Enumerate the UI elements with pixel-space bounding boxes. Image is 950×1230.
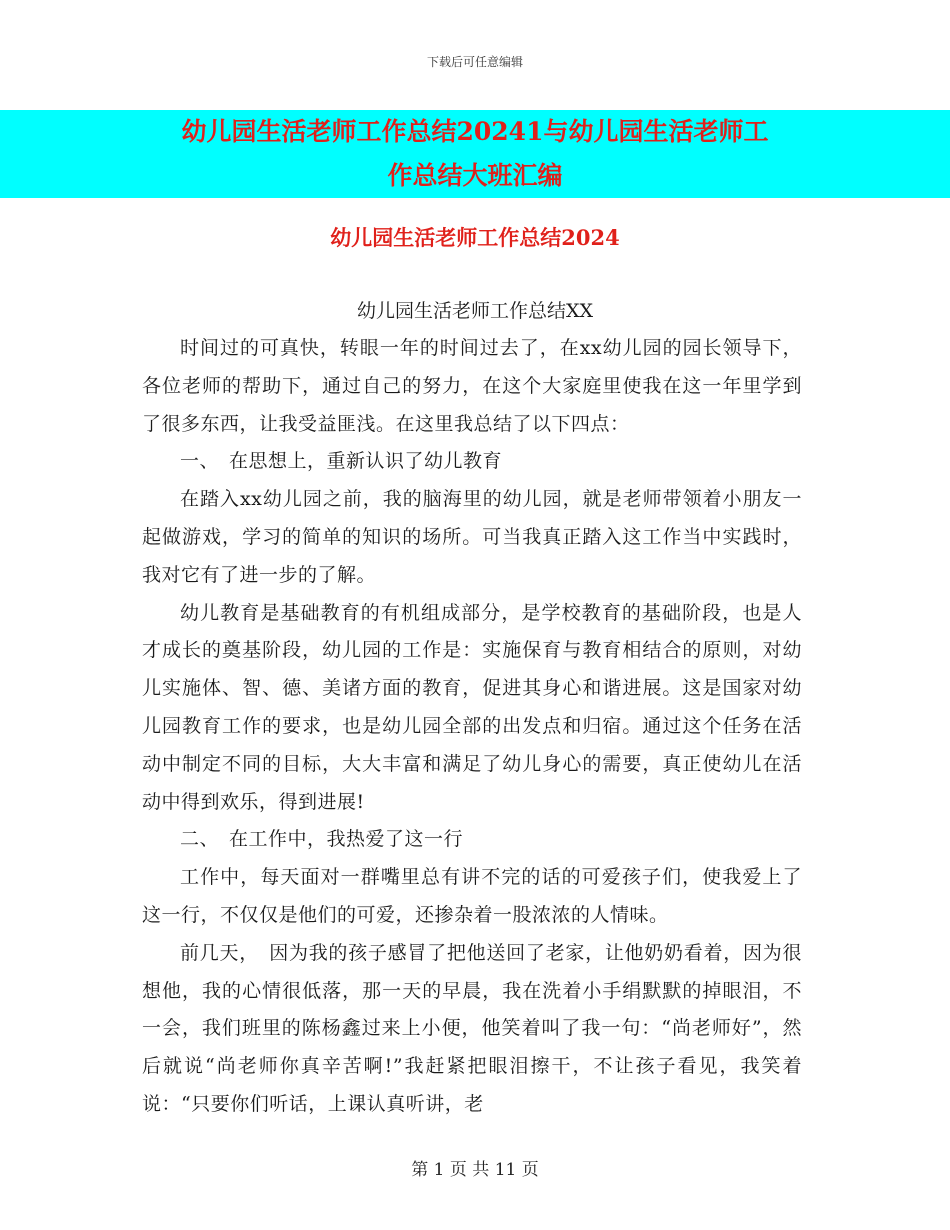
paragraph: 前几天， 因为我的孩子感冒了把他送回了老家，让他奶奶看着，因为很想他，我的心情很低落，那一天的早晨，我在洗着小手绢默默的掉眼泪，不一会，我们班里的陈杨鑫过来上小便，他笑着叫了我一句：“尚老师好”，然后就说“尚老师你真辛苦啊!”我赶紧把眼泪擦干，不让孩子看见，我笑着说：“只要你们听话，上课认真听讲，老 bbox=[142, 941, 802, 1115]
paragraph-heading: 二、 在工作中，我热爱了这一行 bbox=[180, 828, 464, 851]
paragraph: 工作中，每天面对一群嘴里总有讲不完的话的可爱孩子们，使我爱上了这一行，不仅仅是他们的可爱，还掺杂着一股浓浓的人情味。 bbox=[142, 866, 802, 926]
subtitle: 幼儿园生活老师工作总结XX bbox=[356, 300, 594, 322]
document-title bbox=[0, 110, 950, 198]
paragraph: 时间过的可真快，转眼一年的时间过去了，在xx幼儿园的园长领导下，各位老师的帮助下，通过自己的努力，在这个大家庭里使我在这一年里学到了很多东西，让我受益匪浅。在这里我总结了以下四点： bbox=[142, 337, 802, 435]
paragraph: 幼儿教育是基础教育的有机组成部分，是学校教育的基础阶段，也是人才成长的奠基阶段，幼儿园的工作是：实施保育与教育相结合的原则，对幼儿实施体、智、德、美诸方面的教育，促进其身心和谐进展。这是国家对幼儿园教育工作的要求，也是幼儿园全部的出发点和归宿。通过这个任务在活动中制定不同的目标，大大丰富和满足了幼儿身心的需要，真正使幼儿在活动中得到欢乐，得到进展! bbox=[142, 601, 802, 813]
paragraph-heading: 一、 在思想上，重新认识了幼儿教育 bbox=[180, 450, 503, 473]
page-footer: 第 1 页 共 11 页 bbox=[411, 1160, 539, 1180]
section-title: 幼儿园生活老师工作总结2024 bbox=[330, 225, 620, 250]
title-line-1: 幼儿园生活老师工作总结20241与幼儿园生活老师工 bbox=[181, 117, 769, 146]
header-note: 下载后可任意编辑 bbox=[426, 55, 523, 69]
paragraph: 在踏入xx幼儿园之前，我的脑海里的幼儿园，就是老师带领着小朋友一起做游戏，学习的简单的知识的场所。可当我真正踏入这工作当中实践时，我对它有了进一步的了解。 bbox=[142, 488, 802, 586]
title-line-2: 作总结大班汇编 bbox=[387, 161, 563, 190]
body-text bbox=[142, 330, 802, 1124]
